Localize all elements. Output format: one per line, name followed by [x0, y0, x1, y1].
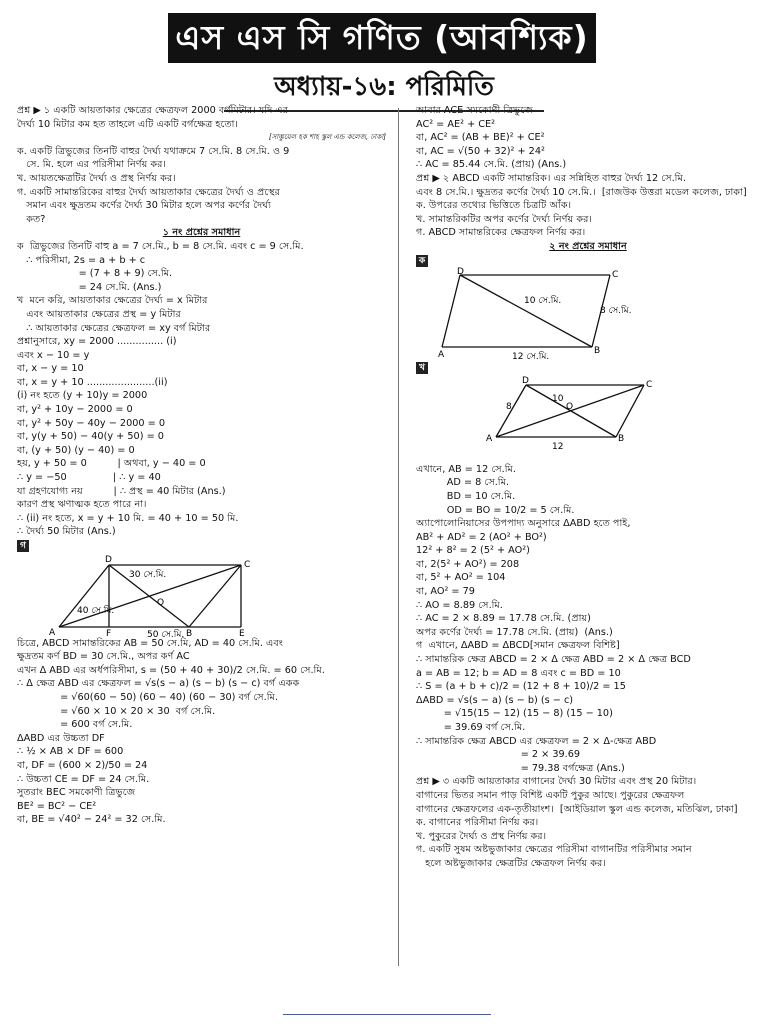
- left-text-line: BE² = BC² − CE²: [17, 800, 97, 812]
- left-text-line: প্রশ্ন ▶ ১ একটি আয়তাকার ক্ষেত্রের ক্ষেত্রফল 2000 বর্গমিটার। যদি এর: [17, 105, 288, 116]
- right-text-line: খ. পুকুরের দৈর্ঘ্য ও প্রস্থ নির্ণয় কর।: [416, 830, 547, 842]
- r1-label: D: [457, 267, 464, 278]
- left-text-line: এবং x − 10 = y: [17, 349, 90, 361]
- r1-label: 10 সে.মি.: [524, 296, 562, 307]
- left-label: C: [244, 559, 251, 570]
- right-text-line: প্রশ্ন ▶ ২ ABCD একটি সামান্তরিক। এর সন্নিহিত বাহুর দৈর্ঘ্য 12 সে.মি.: [416, 172, 686, 184]
- r1-label: C: [612, 270, 619, 281]
- left-label: E: [239, 628, 245, 639]
- right-text-line: অ্যাপোলোনিয়াসের উপপাদ্য অনুসারে ΔABD হতে পাই,: [416, 518, 631, 530]
- right-text-line: এখানে, AB = 12 সে.মি.: [416, 463, 516, 475]
- part-marker: ক: [416, 255, 428, 267]
- left-text-line: ∴ ½ × AB × DF = 600: [17, 746, 124, 758]
- left-text-line: প্রশ্নানুসারে, xy = 2000 ............... (i): [17, 336, 177, 348]
- column-divider: [398, 108, 399, 966]
- right-text-line: AB² + AD² = 2 (AO² + BO²): [416, 531, 547, 543]
- left-label: F: [106, 628, 112, 639]
- left-text-line: বা, y(y + 50) − 40(y + 50) = 0: [17, 431, 164, 443]
- right-text-line: = 2 × 39.69: [416, 749, 581, 761]
- left-label: 30 সে.মি.: [129, 569, 167, 580]
- right-text-line: বাগানের ক্ষেত্রফলের এক-তৃতীয়াংশ। [আইডিয়াল স্কুল এন্ড কলেজ, মতিঝিল, ঢাকা]: [416, 803, 738, 815]
- right-text-line: ∴ S = (a + b + c)/2 = (12 + 8 + 10)/2 = 15: [416, 681, 626, 693]
- right-text-line: = 79.38 বর্গক্ষেত্র (Ans.): [416, 762, 625, 774]
- left-text-line: কত?: [17, 213, 46, 225]
- left-text-line: এবং আয়তাকার ক্ষেত্রের প্রস্থ = y মিটার: [17, 308, 181, 320]
- left-text-line: দৈর্ঘ্য 10 মিটার কম হত তাহলে এটি একটি বর্গক্ষেত্র হতো।: [17, 118, 238, 130]
- left-text-line: ∴ y = −50 | ∴ y = 40: [17, 472, 161, 484]
- left-label: B: [186, 628, 193, 639]
- left-parallelogram-figure: [17, 554, 267, 640]
- left-column: [17, 104, 386, 827]
- right-text-line: AC² = AE² + CE²: [416, 118, 496, 130]
- left-text-line: সমান এবং ক্ষুদ্রতম কর্ণের দৈর্ঘ্য 30 মিটার হলে অপর কর্ণের দৈর্ঘ্য: [17, 200, 271, 212]
- left-text-line: ∴ Δ ক্ষেত্র ABD এর ক্ষেত্রফল = √s(s − a) (s − b) (s − c) বর্গ একক: [17, 678, 300, 690]
- r1-label: 8 সে.মি.: [600, 306, 632, 317]
- r2-parallelogram-figure: [416, 375, 653, 461]
- left-text-line: ক ত্রিভুজের তিনটি বাহু a = 7 সে.মি., b = 8 সে.মি. এবং c = 9 সে.মি.: [17, 240, 304, 252]
- left-text-line: ∴ (ii) নং হতে, x = y + 10 মি. = 40 + 10 = 50 মি.: [17, 512, 239, 524]
- r2-label: B: [618, 433, 625, 444]
- left-text-line: (i) নং হতে (y + 10)y = 2000: [17, 390, 148, 402]
- left-figure-block: [17, 539, 386, 640]
- left-text-line: খ মনে করি, আয়তাকার ক্ষেত্রের দৈর্ঘ্য = x মিটার: [17, 295, 208, 307]
- right-text-line: বা, 5² + AO² = 104: [416, 572, 506, 584]
- left-edge-3: [59, 565, 109, 627]
- right-text-line: OD = BO = 10/2 = 5 সে.মি.: [416, 504, 575, 516]
- right-text-line: অপর কর্ণের দৈর্ঘ্য = 17.78 সে.মি. (প্রায়) (Ans.): [416, 626, 613, 638]
- left-text-line: গ. একটি সামান্তরিকের বাহুর দৈর্ঘ্য আয়তাকার ক্ষেত্রের দৈর্ঘ্য ও প্রস্থের: [17, 186, 280, 198]
- left-text-line: বা, y² + 10y − 2000 = 0: [17, 404, 133, 416]
- left-text-line: বা, y² + 50y − 40y − 2000 = 0: [17, 417, 166, 429]
- left-label: A: [49, 627, 56, 638]
- right-text-line: বা, AC = √(50 + 32)² + 24²: [416, 145, 545, 157]
- right-text-line: ∴ সামান্তরিক ক্ষেত্র ABCD = 2 × Δ ক্ষেত্র ABD = 2 × Δ ক্ষেত্র BCD: [416, 654, 691, 666]
- right-text-line: AD = 8 সে.মি.: [416, 477, 510, 489]
- left-text-line: = √60 × 10 × 20 × 30 বর্গ সে.মি.: [17, 705, 216, 717]
- left-text-line: = (7 + 8 + 9) সে.মি.: [17, 268, 173, 280]
- right-text-line: হলে অষ্টভুজাকার ক্ষেত্রটির ক্ষেত্রফল নির্ণয় কর।: [416, 857, 606, 869]
- right-text-line: ২ নং প্রশ্নের সমাধান: [549, 240, 627, 252]
- left-label: 50 সে.মি.: [147, 629, 185, 640]
- right-text-line: এবং 8 সে.মি.। ক্ষুদ্রতর কর্ণের দৈর্ঘ্য 10 সে.মি.। [রাজউক উত্তরা মডেল কলেজ, ঢাকা]: [416, 186, 747, 198]
- left-label: 40 সে.মি.: [77, 605, 115, 616]
- r2-label: A: [486, 433, 493, 444]
- chapter-title: অধ্যায়-১৬: পরিমিতি: [274, 72, 494, 102]
- right-figure-block: [416, 254, 760, 363]
- right-text-line: গ. একটি সুষম অষ্টভুজাকার ক্ষেত্রের পরিসীমা বাগানটির পরিসীমার সমান: [416, 844, 692, 856]
- right-text-line: খ. সামান্তরিকটির অপর কর্ণের দৈর্ঘ্য নির্ণয় কর।: [416, 213, 592, 225]
- left-text-line: ΔABD এর উচ্চতা DF: [17, 732, 105, 744]
- right-text-line: ∴ সামান্তরিক ক্ষেত্র ABCD এর ক্ষেত্রফল = 2 × Δ-ক্ষেত্র ABD: [416, 735, 657, 747]
- right-text-line: আবার ACE সমকোণী ত্রিভুজে: [416, 105, 533, 116]
- left-text-line: বা, x = y + 10 ......................(ii): [17, 376, 168, 388]
- left-text-line: কারণ প্রস্থ ঋণাত্মক হতে পারে না।: [17, 499, 147, 511]
- r1-label: B: [594, 346, 601, 357]
- right-text-line: প্রশ্ন ▶ ৩ একটি আয়তাকার বাগানের দৈর্ঘ্য 30 মিটার এবং প্রস্থ 20 মিটার।: [416, 776, 697, 788]
- r2-label: D: [522, 375, 529, 386]
- right-text-line: ক. উপরের তথ্যের ভিত্তিতে চিত্রটি আঁক।: [416, 200, 572, 212]
- right-figure-block: [416, 361, 760, 461]
- right-text-line: বাগানের ভিতর সমান পাড় বিশিষ্ট একটি পুকুর আছে। পুকুরের ক্ষেত্রফল: [416, 789, 685, 801]
- r2-label: O: [566, 401, 574, 412]
- left-text-line: এখন Δ ABD এর অর্ধপরিসীমা, s = (50 + 40 + 30)/2 সে.মি. = 60 সে.মি.: [17, 664, 325, 676]
- right-text-line: a = AB = 12; b = AD = 8 এবং c = BD = 10: [416, 667, 621, 679]
- left-text-line: ∴ দৈর্ঘ্য 50 মিটার (Ans.): [17, 526, 116, 538]
- right-text-line: 12² + 8² = 2 (5² + AO²): [416, 545, 530, 557]
- r2-label: 10: [552, 393, 564, 404]
- right-text-line: বা, 2(5² + AO²) = 208: [416, 558, 520, 570]
- left-text-line: চিত্রে, ABCD সামান্তরিকের AB = 50 সে.মি, AD = 40 সে.মি. এবং: [17, 637, 283, 649]
- left-text-line: বা, (y + 50) (y − 40) = 0: [17, 444, 135, 456]
- right-text-line: ক. বাগানের পরিসীমা নির্ণয় কর।: [416, 817, 539, 829]
- right-text-line: BD = 10 সে.মি.: [416, 490, 516, 502]
- left-text-line: ∴ উচ্চতা CE = DF = 24 সে.মি.: [17, 773, 150, 785]
- right-text-line: ∴ AC = 85.44 সে.মি. (প্রায়) (Ans.): [416, 159, 567, 171]
- left-text-line: = 24 সে.মি. (Ans.): [17, 281, 162, 293]
- left-text-line: = 600 বর্গ সে.মি.: [17, 719, 133, 731]
- left-label: D: [105, 554, 112, 565]
- right-text-line: ΔABD = √s(s − a) (s − b) (s − c): [416, 694, 574, 706]
- right-text-line: = √15(15 − 12) (15 − 8) (15 − 10): [416, 708, 613, 720]
- left-text-line: বা, DF = (600 × 2)/50 = 24: [17, 759, 148, 771]
- left-text-line: হয়, y + 50 = 0 | অথবা, y − 40 = 0: [17, 458, 206, 470]
- right-text-line: গ এখানে, ΔABD = ΔBCD[সমান ক্ষেত্রফল বিশিষ্ট]: [416, 640, 620, 652]
- part-marker: খ: [416, 362, 428, 374]
- left-text-line: ১ নং প্রশ্নের সমাধান: [162, 227, 241, 239]
- left-text-line: [সাম্ভুয়েল হক শাহ স্কুল এন্ড কলেজ, ঢাকা]: [268, 133, 386, 142]
- footer-link-rule: [283, 1014, 491, 1015]
- left-text-line: যা গ্রহণযোগ্য নয় | ∴ প্রস্থ = 40 মিটার (Ans.): [17, 485, 226, 497]
- left-text-line: খ. আয়তক্ষেত্রটির দৈর্ঘ্য ও প্রস্থ নির্ণয় কর।: [17, 172, 176, 184]
- left-text-line: ∴ পরিসীমা, 2s = a + b + c: [17, 254, 146, 266]
- left-label: O: [157, 597, 165, 608]
- right-text-line: গ. ABCD সামান্তরিকের ক্ষেত্রফল নির্ণয় কর।: [416, 227, 586, 239]
- right-text-line: বা, AO² = 79: [416, 586, 475, 598]
- r1-label: 12 সে.মি.: [512, 352, 550, 363]
- left-text-line: বা, BE = √40² − 24² = 32 সে.মি.: [17, 814, 166, 826]
- r1-parallelogram-figure: [416, 267, 646, 363]
- r1-label: A: [438, 350, 445, 361]
- right-text-line: ∴ AO = 8.89 সে.মি.: [416, 599, 503, 611]
- r1-edge-3: [442, 275, 460, 347]
- r2-label: 8: [506, 401, 512, 412]
- part-marker: গ: [17, 540, 29, 552]
- right-text-line: = 39.69 বর্গ সে.মি.: [416, 722, 526, 733]
- left-text-line: সে. মি. হলে এর পরিসীমা নির্ণয় কর।: [17, 159, 166, 171]
- left-text-line: ক্ষুদ্রতম কর্ণ BD = 30 সে.মি., অপর কর্ণ AC: [17, 651, 190, 663]
- r1-edge-4: [460, 275, 592, 347]
- r2-label: 12: [552, 441, 564, 452]
- left-text-line: ∴ আয়তাকার ক্ষেত্রের ক্ষেত্রফল = xy বর্গ মিটার: [17, 322, 211, 334]
- left-text-line: বা, x − y = 10: [17, 363, 84, 375]
- left-text-line: ক. একটি ত্রিভুজের তিনটি বাহুর দৈর্ঘ্য যথাক্রমে 7 সে.মি. 8 সে.মি. ও 9: [17, 145, 290, 157]
- left-text-line: = √60(60 − 50) (60 − 40) (60 − 30) বর্গ সে.মি.: [17, 691, 278, 703]
- right-text-line: ∴ AC = 2 × 8.89 = 17.78 সে.মি. (প্রায়): [416, 613, 591, 625]
- right-column: [416, 104, 760, 871]
- left-text-line: সুতরাং BEC সমকোণী ত্রিভুজে: [17, 787, 136, 799]
- book-title-banner: এস এস সি গণিত (আবশ্যিক): [168, 13, 596, 63]
- right-text-line: বা, AC² = (AB + BE)² + CE²: [416, 132, 545, 144]
- r2-label: C: [646, 379, 653, 390]
